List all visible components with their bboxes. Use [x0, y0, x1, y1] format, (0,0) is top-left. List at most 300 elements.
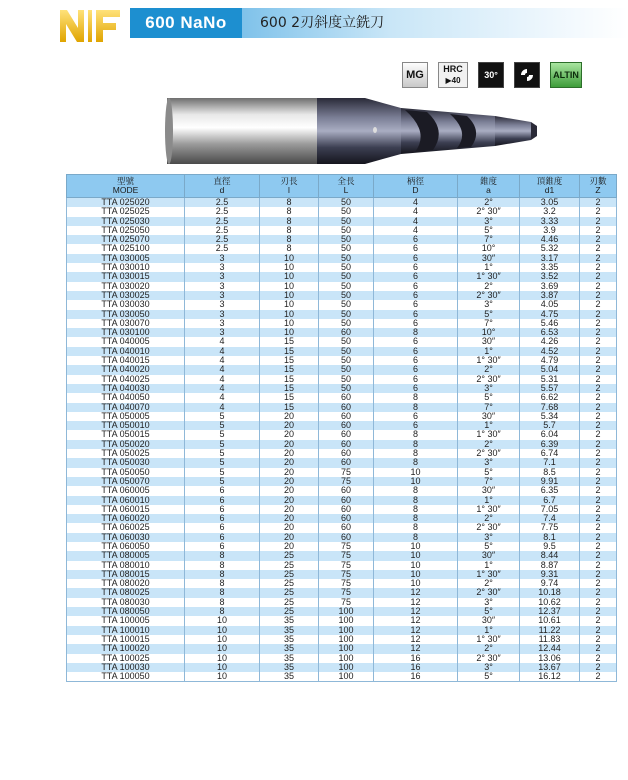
cell-taper: 30″ — [458, 254, 520, 263]
cell-shank-diameter: 4 — [374, 207, 458, 216]
table-row — [67, 235, 617, 244]
cell-taper: 5° — [458, 310, 520, 319]
cell-taper: 30″ — [458, 412, 520, 421]
cell-flutes: 2 — [580, 430, 617, 439]
cell-model: TTA 100015 — [67, 635, 185, 644]
cell-flutes: 2 — [580, 440, 617, 449]
cell-taper: 7° — [458, 235, 520, 244]
cell-diameter: 3 — [185, 319, 260, 328]
cell-model: TTA 025070 — [67, 235, 185, 244]
cell-shank-diameter: 12 — [374, 644, 458, 653]
cell-shank-diameter: 4 — [374, 217, 458, 226]
end-mill-illustration — [165, 92, 615, 170]
cell-diameter: 5 — [185, 468, 260, 477]
cell-flutes: 2 — [580, 403, 617, 412]
cell-shank-diameter: 16 — [374, 663, 458, 672]
cell-tip-diameter: 4.05 — [520, 300, 580, 309]
cell-flute-length: 10 — [260, 263, 319, 272]
cell-tip-diameter: 5.46 — [520, 319, 580, 328]
cell-taper: 1° — [458, 347, 520, 356]
hrc-label: HRC — [443, 64, 463, 74]
cell-model: TTA 050025 — [67, 449, 185, 458]
cell-flute-length: 25 — [260, 598, 319, 607]
cell-diameter: 5 — [185, 421, 260, 430]
cell-taper: 5° — [458, 607, 520, 616]
cell-overall-length: 50 — [319, 272, 374, 281]
cell-shank-diameter: 8 — [374, 533, 458, 542]
cell-model: TTA 025030 — [67, 217, 185, 226]
cell-model: TTA 080025 — [67, 588, 185, 597]
cell-diameter: 3 — [185, 272, 260, 281]
cell-overall-length: 60 — [319, 421, 374, 430]
cell-shank-diameter: 8 — [374, 505, 458, 514]
cell-overall-length: 100 — [319, 654, 374, 663]
cell-shank-diameter: 10 — [374, 542, 458, 551]
cell-shank-diameter: 8 — [374, 486, 458, 495]
cell-taper: 7° — [458, 403, 520, 412]
cell-flute-length: 10 — [260, 254, 319, 263]
cell-taper: 2° — [458, 644, 520, 653]
cell-shank-diameter: 6 — [374, 282, 458, 291]
cell-shank-diameter: 6 — [374, 412, 458, 421]
cell-diameter: 4 — [185, 347, 260, 356]
cell-diameter: 4 — [185, 393, 260, 402]
cell-model: TTA 030070 — [67, 319, 185, 328]
cell-flutes: 2 — [580, 319, 617, 328]
cell-shank-diameter: 6 — [374, 337, 458, 346]
cell-tip-diameter: 3.05 — [520, 198, 580, 208]
cell-diameter: 6 — [185, 523, 260, 532]
cell-model: TTA 050070 — [67, 477, 185, 486]
cell-tip-diameter: 16.12 — [520, 672, 580, 682]
table-row — [67, 672, 617, 682]
cell-model: TTA 060020 — [67, 514, 185, 523]
cell-overall-length: 50 — [319, 356, 374, 365]
cell-taper: 2° 30″ — [458, 654, 520, 663]
table-row — [67, 607, 617, 616]
cell-tip-diameter: 5.32 — [520, 244, 580, 253]
cell-flutes: 2 — [580, 626, 617, 635]
table-row — [67, 337, 617, 346]
cell-flute-length: 25 — [260, 570, 319, 579]
cell-flute-length: 35 — [260, 654, 319, 663]
cell-shank-diameter: 12 — [374, 607, 458, 616]
cell-overall-length: 50 — [319, 263, 374, 272]
cell-taper: 2° 30″ — [458, 375, 520, 384]
cell-tip-diameter: 11.83 — [520, 635, 580, 644]
cell-flute-length: 20 — [260, 421, 319, 430]
col-header-shank-diameter: 柄徑 D — [374, 175, 458, 198]
cell-taper: 1° — [458, 421, 520, 430]
cell-flute-length: 10 — [260, 282, 319, 291]
cell-taper: 10° — [458, 328, 520, 337]
cell-taper: 2° 30″ — [458, 207, 520, 216]
cell-flute-length: 25 — [260, 561, 319, 570]
cell-flutes: 2 — [580, 421, 617, 430]
cell-overall-length: 60 — [319, 486, 374, 495]
cell-flutes: 2 — [580, 393, 617, 402]
cell-flute-length: 20 — [260, 514, 319, 523]
cell-tip-diameter: 9.5 — [520, 542, 580, 551]
cell-flutes: 2 — [580, 579, 617, 588]
cell-model: TTA 040030 — [67, 384, 185, 393]
cell-overall-length: 100 — [319, 663, 374, 672]
cell-taper: 30″ — [458, 337, 520, 346]
cell-overall-length: 50 — [319, 319, 374, 328]
cell-shank-diameter: 6 — [374, 235, 458, 244]
cell-overall-length: 100 — [319, 616, 374, 625]
altin-coating-badge: ALTIN — [550, 62, 582, 88]
cell-model: TTA 100005 — [67, 616, 185, 625]
table-row — [67, 477, 617, 486]
cell-flutes: 2 — [580, 375, 617, 384]
spec-table — [66, 174, 617, 682]
cell-model: TTA 030005 — [67, 254, 185, 263]
cell-taper: 5° — [458, 393, 520, 402]
cell-flutes: 2 — [580, 226, 617, 235]
cell-tip-diameter: 7.68 — [520, 403, 580, 412]
table-row — [67, 328, 617, 337]
table-row — [67, 635, 617, 644]
cell-model: TTA 040025 — [67, 375, 185, 384]
cell-flute-length: 10 — [260, 328, 319, 337]
table-row — [67, 226, 617, 235]
cell-model: TTA 025050 — [67, 226, 185, 235]
cell-flutes: 2 — [580, 263, 617, 272]
cell-flute-length: 15 — [260, 375, 319, 384]
cell-shank-diameter: 16 — [374, 672, 458, 682]
cell-flute-length: 15 — [260, 347, 319, 356]
cell-taper: 5° — [458, 542, 520, 551]
cell-tip-diameter: 3.33 — [520, 217, 580, 226]
cell-tip-diameter: 4.79 — [520, 356, 580, 365]
cell-flute-length: 20 — [260, 486, 319, 495]
cell-diameter: 2.5 — [185, 198, 260, 208]
table-row — [67, 542, 617, 551]
cell-overall-length: 75 — [319, 588, 374, 597]
cell-taper: 2° — [458, 365, 520, 374]
cell-flutes: 2 — [580, 300, 617, 309]
cell-overall-length: 60 — [319, 430, 374, 439]
cell-flutes: 2 — [580, 542, 617, 551]
cell-flute-length: 25 — [260, 551, 319, 560]
cell-flute-length: 20 — [260, 412, 319, 421]
cell-flutes: 2 — [580, 384, 617, 393]
cell-flute-length: 20 — [260, 468, 319, 477]
cell-diameter: 8 — [185, 588, 260, 597]
cell-tip-diameter: 7.1 — [520, 458, 580, 467]
cell-flutes: 2 — [580, 365, 617, 374]
table-row — [67, 440, 617, 449]
cell-tip-diameter: 3.69 — [520, 282, 580, 291]
cell-model: TTA 100030 — [67, 663, 185, 672]
cell-flutes: 2 — [580, 244, 617, 253]
cell-shank-diameter: 8 — [374, 403, 458, 412]
cell-taper: 1° — [458, 561, 520, 570]
cell-diameter: 3 — [185, 328, 260, 337]
cell-model: TTA 060015 — [67, 505, 185, 514]
cell-overall-length: 50 — [319, 337, 374, 346]
cell-shank-diameter: 6 — [374, 421, 458, 430]
cell-overall-length: 50 — [319, 226, 374, 235]
cell-tip-diameter: 10.18 — [520, 588, 580, 597]
cell-shank-diameter: 8 — [374, 449, 458, 458]
cell-flutes: 2 — [580, 272, 617, 281]
table-row — [67, 356, 617, 365]
cell-model: TTA 100020 — [67, 644, 185, 653]
cell-tip-diameter: 6.53 — [520, 328, 580, 337]
col-header-flute-length: 刃長 l — [260, 175, 319, 198]
cell-model: TTA 100050 — [67, 672, 185, 682]
cell-taper: 2° — [458, 440, 520, 449]
cell-shank-diameter: 10 — [374, 468, 458, 477]
cell-model: TTA 025020 — [67, 198, 185, 208]
cell-overall-length: 60 — [319, 523, 374, 532]
cell-model: TTA 030020 — [67, 282, 185, 291]
cell-flutes: 2 — [580, 644, 617, 653]
cell-model: TTA 040010 — [67, 347, 185, 356]
cell-flute-length: 20 — [260, 542, 319, 551]
cell-model: TTA 030100 — [67, 328, 185, 337]
table-row — [67, 207, 617, 216]
cell-flute-length: 35 — [260, 635, 319, 644]
cell-overall-length: 60 — [319, 514, 374, 523]
cell-diameter: 6 — [185, 505, 260, 514]
cell-flute-length: 8 — [260, 244, 319, 253]
table-row — [67, 263, 617, 272]
cell-tip-diameter: 10.62 — [520, 598, 580, 607]
cell-model: TTA 030015 — [67, 272, 185, 281]
cell-flute-length: 8 — [260, 207, 319, 216]
cell-flutes: 2 — [580, 496, 617, 505]
cell-flute-length: 8 — [260, 226, 319, 235]
cell-flute-length: 20 — [260, 440, 319, 449]
cell-model: TTA 050005 — [67, 412, 185, 421]
col-header-overall-length: 全長 L — [319, 175, 374, 198]
cell-tip-diameter: 10.61 — [520, 616, 580, 625]
cell-tip-diameter: 9.91 — [520, 477, 580, 486]
cell-tip-diameter: 8.1 — [520, 533, 580, 542]
cell-taper: 5° — [458, 672, 520, 682]
cell-tip-diameter: 3.35 — [520, 263, 580, 272]
cell-overall-length: 50 — [319, 365, 374, 374]
cell-model: TTA 040070 — [67, 403, 185, 412]
cell-overall-length: 75 — [319, 570, 374, 579]
cell-shank-diameter: 8 — [374, 393, 458, 402]
cell-shank-diameter: 12 — [374, 588, 458, 597]
cell-shank-diameter: 10 — [374, 551, 458, 560]
cell-diameter: 2.5 — [185, 235, 260, 244]
cell-flutes: 2 — [580, 654, 617, 663]
cell-model: TTA 060005 — [67, 486, 185, 495]
table-row — [67, 198, 617, 208]
cell-shank-diameter: 6 — [374, 356, 458, 365]
cell-tip-diameter: 8.5 — [520, 468, 580, 477]
cell-model: TTA 030010 — [67, 263, 185, 272]
cell-diameter: 8 — [185, 598, 260, 607]
cell-overall-length: 50 — [319, 217, 374, 226]
cell-tip-diameter: 3.9 — [520, 226, 580, 235]
cell-overall-length: 60 — [319, 328, 374, 337]
cell-diameter: 6 — [185, 486, 260, 495]
cell-diameter: 10 — [185, 644, 260, 653]
cell-diameter: 5 — [185, 430, 260, 439]
table-row — [67, 505, 617, 514]
cell-flute-length: 15 — [260, 384, 319, 393]
cell-taper: 10° — [458, 244, 520, 253]
cell-flute-length: 15 — [260, 337, 319, 346]
cell-model: TTA 050050 — [67, 468, 185, 477]
table-row — [67, 458, 617, 467]
cell-diameter: 4 — [185, 403, 260, 412]
cell-diameter: 2.5 — [185, 244, 260, 253]
cell-taper: 1° 30″ — [458, 430, 520, 439]
cell-model: TTA 050010 — [67, 421, 185, 430]
cell-tip-diameter: 6.7 — [520, 496, 580, 505]
cell-model: TTA 080010 — [67, 561, 185, 570]
cell-overall-length: 50 — [319, 244, 374, 253]
cell-flute-length: 25 — [260, 579, 319, 588]
cell-diameter: 8 — [185, 570, 260, 579]
cell-model: TTA 030030 — [67, 300, 185, 309]
cell-taper: 5° — [458, 226, 520, 235]
cell-shank-diameter: 6 — [374, 319, 458, 328]
cell-model: TTA 080020 — [67, 579, 185, 588]
cell-flutes: 2 — [580, 282, 617, 291]
cell-flutes: 2 — [580, 468, 617, 477]
cell-tip-diameter: 7.4 — [520, 514, 580, 523]
table-row — [67, 663, 617, 672]
cell-shank-diameter: 6 — [374, 384, 458, 393]
cell-taper: 1° 30″ — [458, 635, 520, 644]
cell-tip-diameter: 3.52 — [520, 272, 580, 281]
cell-flute-length: 8 — [260, 198, 319, 208]
table-row — [67, 468, 617, 477]
cell-diameter: 5 — [185, 449, 260, 458]
cell-overall-length: 100 — [319, 644, 374, 653]
cell-taper: 7° — [458, 319, 520, 328]
cell-flute-length: 35 — [260, 626, 319, 635]
cell-flute-length: 20 — [260, 533, 319, 542]
cell-diameter: 10 — [185, 672, 260, 682]
cell-overall-length: 50 — [319, 235, 374, 244]
table-row — [67, 412, 617, 421]
table-row — [67, 217, 617, 226]
cell-model: TTA 040020 — [67, 365, 185, 374]
cell-model: TTA 080015 — [67, 570, 185, 579]
cell-flutes: 2 — [580, 551, 617, 560]
table-row — [67, 644, 617, 653]
cell-diameter: 3 — [185, 263, 260, 272]
cell-overall-length: 60 — [319, 440, 374, 449]
cell-diameter: 4 — [185, 356, 260, 365]
table-row — [67, 310, 617, 319]
cell-shank-diameter: 12 — [374, 635, 458, 644]
cell-taper: 1° 30″ — [458, 356, 520, 365]
cell-diameter: 6 — [185, 542, 260, 551]
cell-taper: 3° — [458, 598, 520, 607]
cell-taper: 1° — [458, 626, 520, 635]
cell-shank-diameter: 6 — [374, 291, 458, 300]
cell-model: TTA 050020 — [67, 440, 185, 449]
table-row — [67, 533, 617, 542]
cell-flute-length: 20 — [260, 430, 319, 439]
cell-tip-diameter: 6.04 — [520, 430, 580, 439]
cell-diameter: 3 — [185, 291, 260, 300]
cell-flutes: 2 — [580, 356, 617, 365]
cell-taper: 3° — [458, 663, 520, 672]
cell-flutes: 2 — [580, 337, 617, 346]
cell-diameter: 6 — [185, 533, 260, 542]
cell-tip-diameter: 4.26 — [520, 337, 580, 346]
cell-shank-diameter: 10 — [374, 561, 458, 570]
cell-flutes: 2 — [580, 217, 617, 226]
cell-flutes: 2 — [580, 505, 617, 514]
cell-flutes: 2 — [580, 672, 617, 682]
cell-flute-length: 15 — [260, 356, 319, 365]
cell-overall-length: 100 — [319, 626, 374, 635]
cell-diameter: 6 — [185, 514, 260, 523]
cell-flutes: 2 — [580, 523, 617, 532]
cell-tip-diameter: 12.37 — [520, 607, 580, 616]
cell-diameter: 3 — [185, 300, 260, 309]
cell-overall-length: 75 — [319, 542, 374, 551]
cell-tip-diameter: 3.2 — [520, 207, 580, 216]
cell-diameter: 5 — [185, 440, 260, 449]
cell-shank-diameter: 8 — [374, 328, 458, 337]
cell-tip-diameter: 6.62 — [520, 393, 580, 402]
table-row — [67, 551, 617, 560]
cell-shank-diameter: 6 — [374, 365, 458, 374]
cell-tip-diameter: 3.87 — [520, 291, 580, 300]
cell-overall-length: 75 — [319, 477, 374, 486]
cell-flute-length: 35 — [260, 644, 319, 653]
cell-flute-length: 35 — [260, 663, 319, 672]
col-header-diameter: 直徑 d — [185, 175, 260, 198]
cell-shank-diameter: 12 — [374, 598, 458, 607]
cell-overall-length: 60 — [319, 505, 374, 514]
cell-overall-length: 50 — [319, 254, 374, 263]
cell-tip-diameter: 11.22 — [520, 626, 580, 635]
cell-flute-length: 15 — [260, 393, 319, 402]
cell-overall-length: 75 — [319, 598, 374, 607]
table-row — [67, 626, 617, 635]
cell-shank-diameter: 8 — [374, 430, 458, 439]
cell-tip-diameter: 9.31 — [520, 570, 580, 579]
table-row — [67, 347, 617, 356]
cell-tip-diameter: 13.06 — [520, 654, 580, 663]
col-header-taper: 錐度 a — [458, 175, 520, 198]
table-row — [67, 319, 617, 328]
cell-taper: 2° — [458, 514, 520, 523]
cell-shank-diameter: 8 — [374, 514, 458, 523]
cell-overall-length: 50 — [319, 282, 374, 291]
cell-taper: 7° — [458, 477, 520, 486]
cell-flutes: 2 — [580, 412, 617, 421]
col-header-model: 型號 MODE — [67, 175, 185, 198]
cell-taper: 1° 30″ — [458, 272, 520, 281]
cell-model: TTA 025025 — [67, 207, 185, 216]
cell-diameter: 8 — [185, 551, 260, 560]
table-row — [67, 282, 617, 291]
cell-diameter: 8 — [185, 607, 260, 616]
title-bar — [130, 8, 628, 38]
cell-flutes: 2 — [580, 198, 617, 208]
cell-flute-length: 10 — [260, 319, 319, 328]
cell-model: TTA 080030 — [67, 598, 185, 607]
cell-shank-diameter: 6 — [374, 310, 458, 319]
cell-taper: 2° — [458, 579, 520, 588]
